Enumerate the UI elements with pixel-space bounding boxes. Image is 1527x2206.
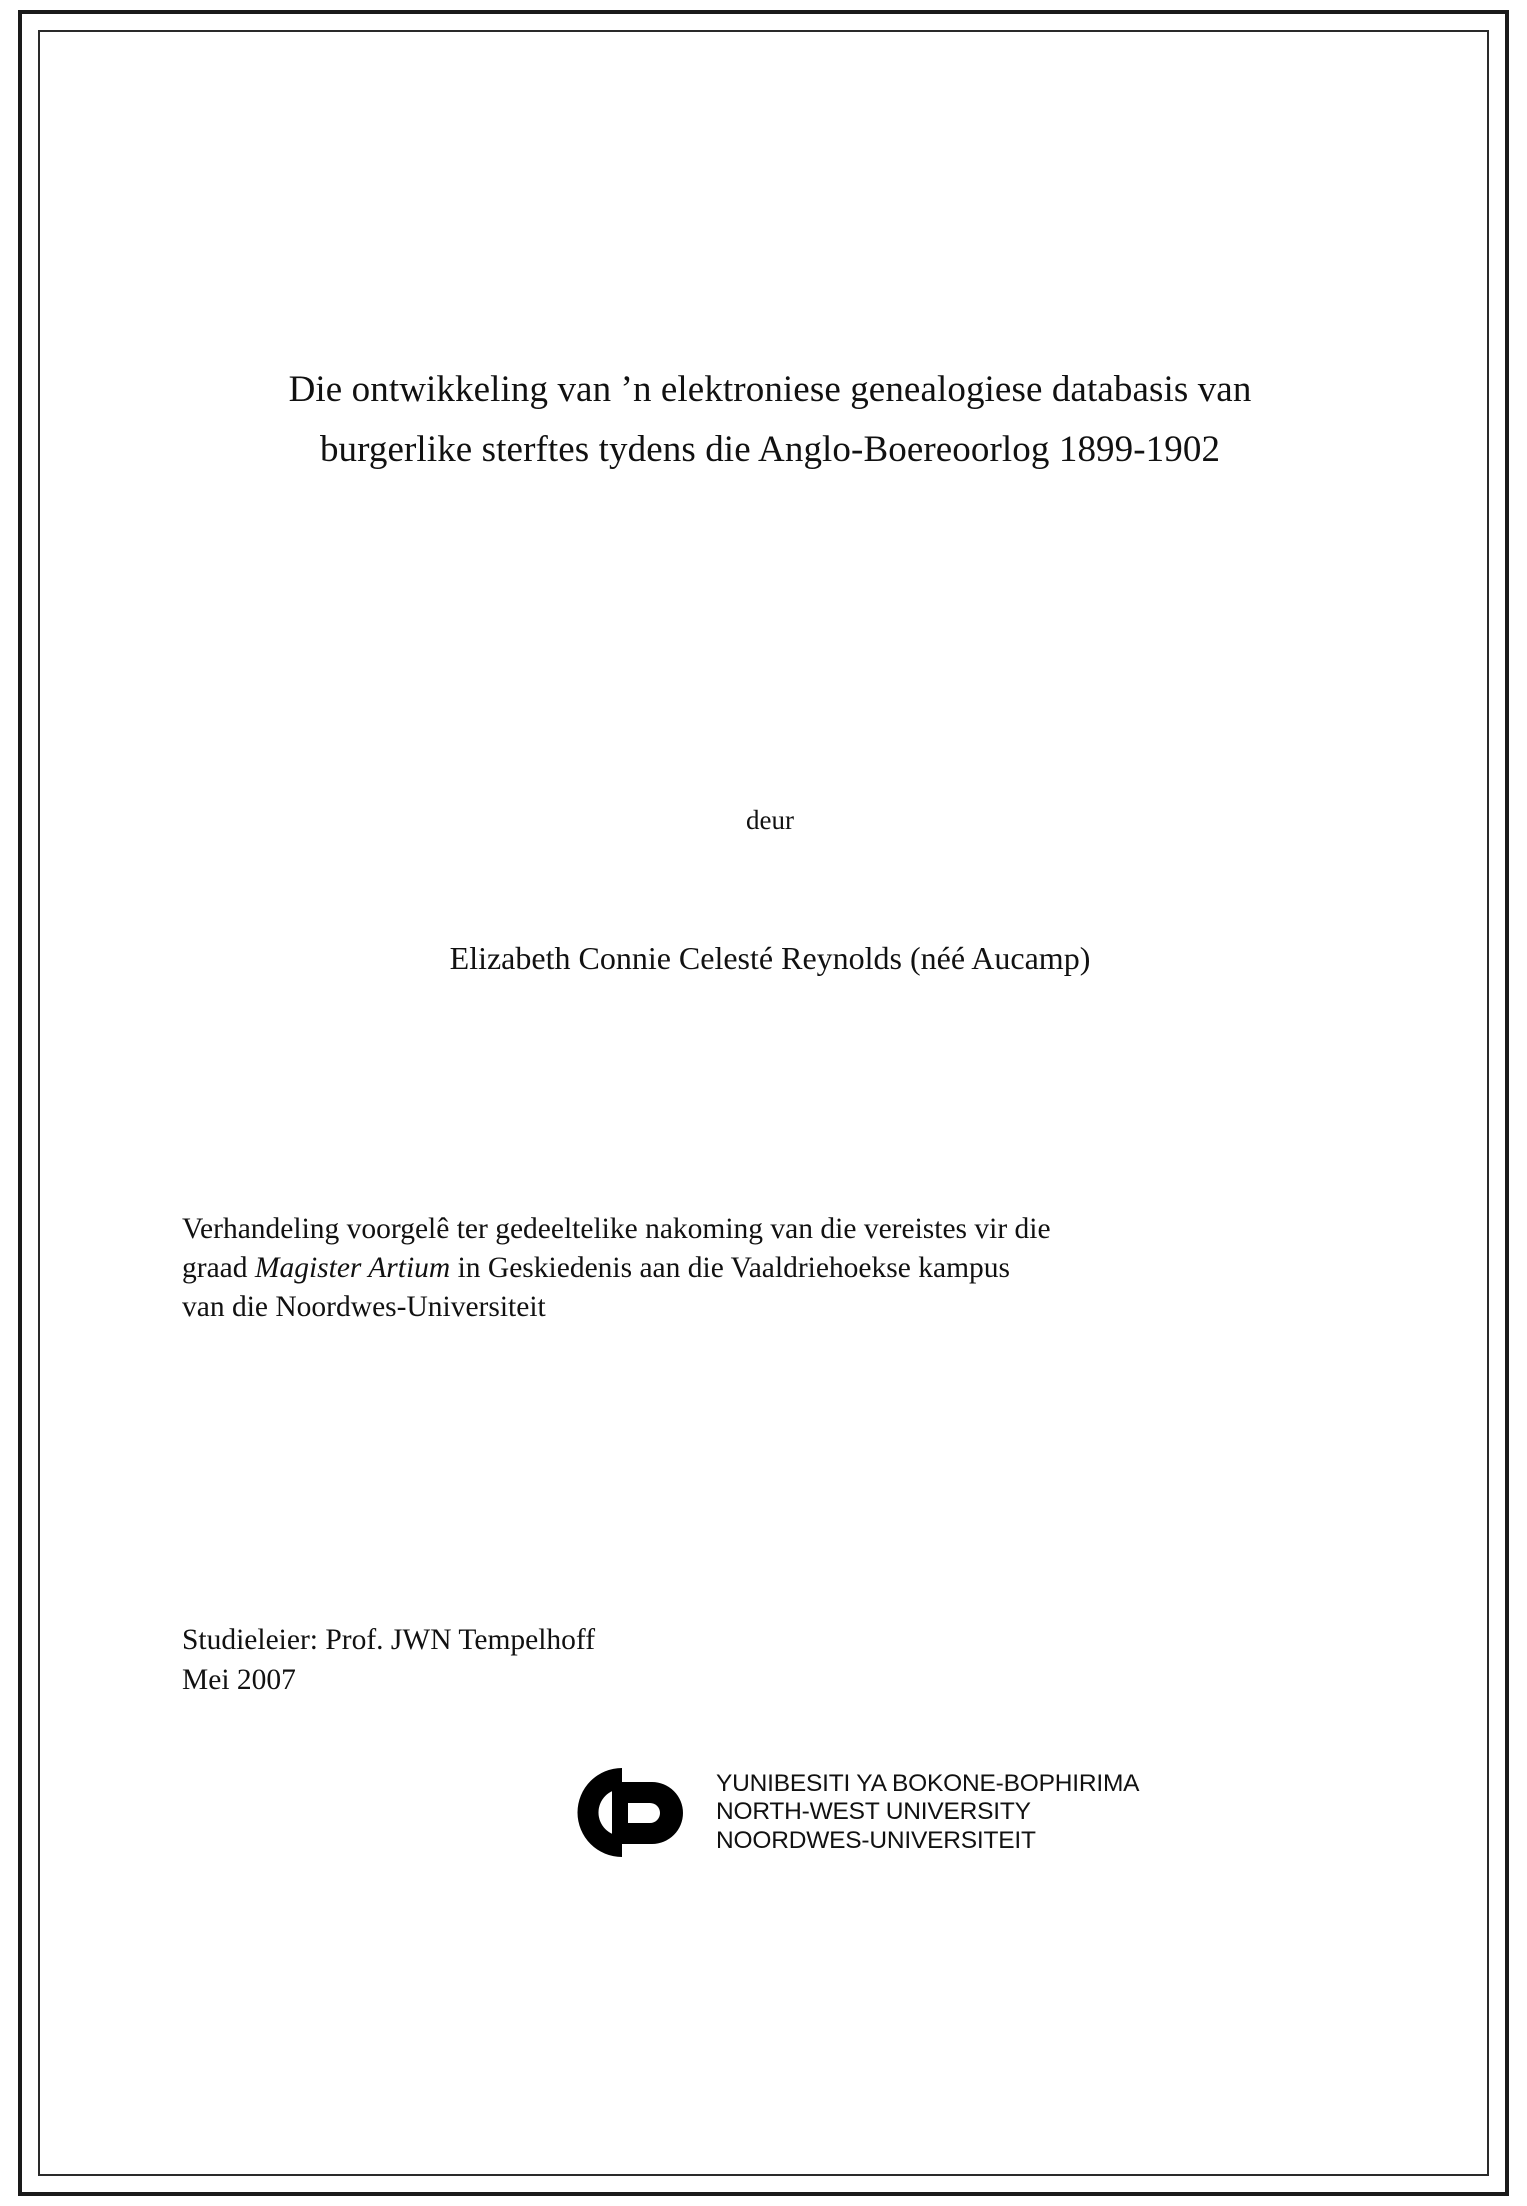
date-line: Mei 2007 <box>182 1664 296 1697</box>
nwu-emblem-icon <box>560 1760 710 1865</box>
statement-line-1: Verhandeling voorgelê ter gedeeltelike nakoming van die vereistes vir die <box>182 1213 1051 1245</box>
logo-text-block <box>716 1770 1139 1856</box>
statement-line-2-pre: graad <box>182 1252 255 1285</box>
supervisor-and-date <box>182 1620 595 1700</box>
logo-line-2: NORTH-WEST UNIVERSITY <box>716 1798 1031 1826</box>
logo-line-1: YUNIBESITI YA BOKONE-BOPHIRIMA <box>716 1769 1140 1797</box>
logo-line-3: NOORDWES-UNIVERSITEIT <box>716 1826 1036 1854</box>
page-content <box>120 60 1410 2150</box>
title-line-1: Die ontwikkeling van ’n elektroniese genealogiese databasis van <box>288 369 1252 410</box>
document-title <box>190 360 1350 480</box>
supervisor-line: Studieleier: Prof. JWN Tempelhoff <box>182 1624 596 1656</box>
statement-line-3: van die Noordwes-Universiteit <box>182 1291 546 1324</box>
degree-name: Magister Artium <box>254 1252 451 1285</box>
author-name: Elizabeth Connie Celesté Reynolds (néé Aucamp) <box>449 940 1091 976</box>
degree-statement <box>182 1210 1337 1328</box>
byline-label: deur <box>746 805 794 835</box>
statement-line-2-post: in Geskiedenis aan die Vaaldriehoekse kampus <box>450 1252 1010 1285</box>
statement-line-2 <box>182 1249 1337 1288</box>
university-logo <box>560 1760 1139 1865</box>
title-line-2: burgerlike sterftes tydens die Anglo-Boereoorlog 1899-1902 <box>319 428 1221 470</box>
